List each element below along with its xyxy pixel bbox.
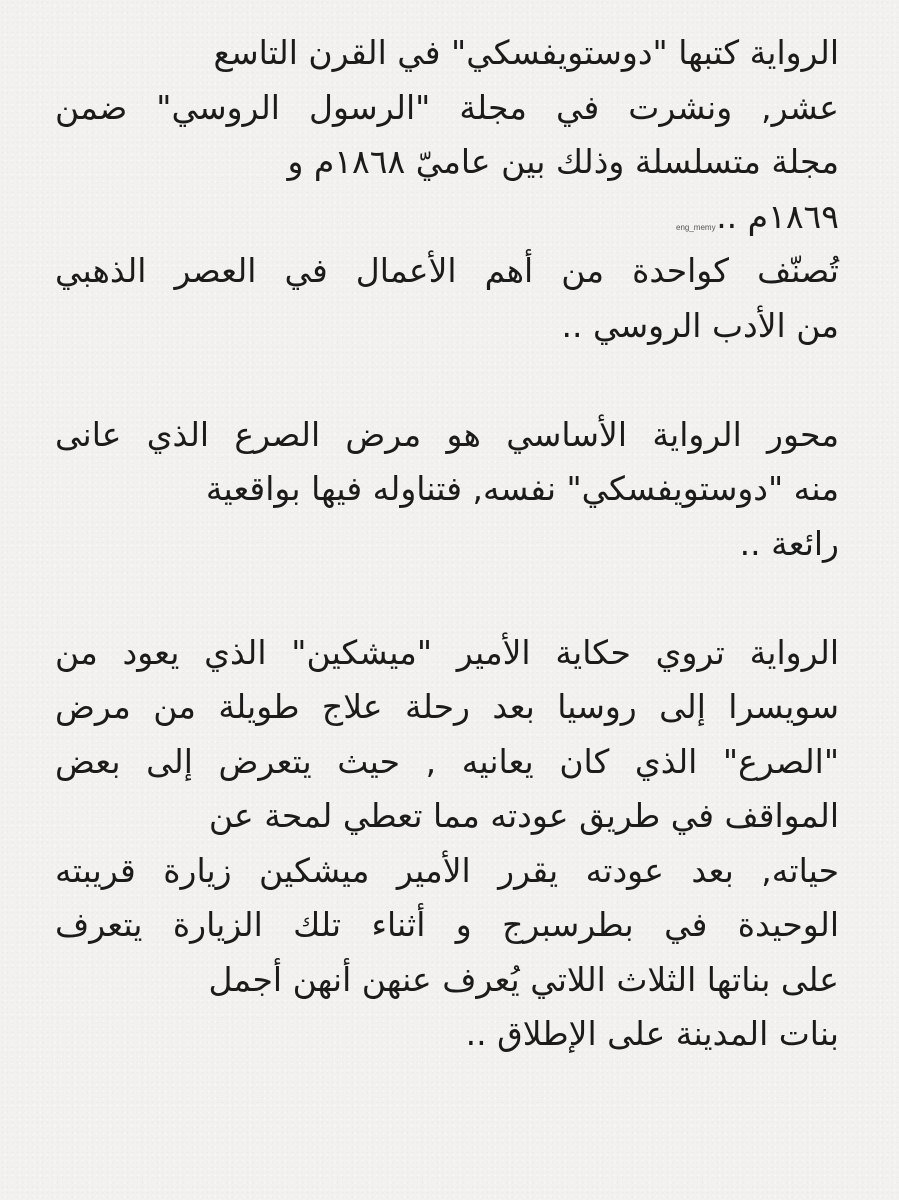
text-line: تُصنّف كواحدة من أهم الأعمال في العصر الذهبي <box>55 251 839 290</box>
text-line: سويسرا إلى روسيا بعد رحلة علاج طويلة من مرض <box>55 687 839 726</box>
text-line: الرواية تروي حكاية الأمير "ميشكين" الذي يعود من <box>55 632 839 672</box>
text-line: المواقف في طريق عودته مما تعطي لمحة عن <box>208 796 839 835</box>
note-body <box>55 26 839 1062</box>
text-line: مجلة متسلسلة وذلك بين عاميّ ١٨٦٨م و <box>287 142 839 181</box>
text-line: حياته, بعد عودته يقرر الأمير ميشكين زيارة قريبته <box>55 850 839 890</box>
text-line: "الصرع" الذي كان يعانيه , حيث يتعرض إلى بعض <box>55 741 839 781</box>
paragraph-gap <box>55 353 839 408</box>
text-line: الوحيدة في بطرسبرج و أثناء تلك الزيارة يتعرف <box>55 905 839 944</box>
text-line: عشر, ونشرت في مجلة "الرسول الروسي" ضمن <box>55 87 839 127</box>
text-line: من الأدب الروسي .. <box>561 305 839 345</box>
text-line: رائعة .. <box>739 523 839 563</box>
paragraph-gap <box>55 571 839 626</box>
text-line: محور الرواية الأساسي هو مرض الصرع الذي عانى <box>55 414 839 454</box>
text-line: الرواية كتبها "دوستويفسكي" في القرن التاسع <box>213 33 839 72</box>
text-line: ١٨٦٩م .. <box>716 196 839 236</box>
text-line: منه "دوستويفسكي" نفسه, فتناوله فيها بواقعية <box>205 469 839 508</box>
text-line: على بناتها الثلاث اللاتي يُعرف عنهن أنهن أجمل <box>208 959 839 999</box>
text-line: بنات المدينة على الإطلاق .. <box>465 1014 839 1053</box>
watermark: eng_memy <box>676 223 716 232</box>
